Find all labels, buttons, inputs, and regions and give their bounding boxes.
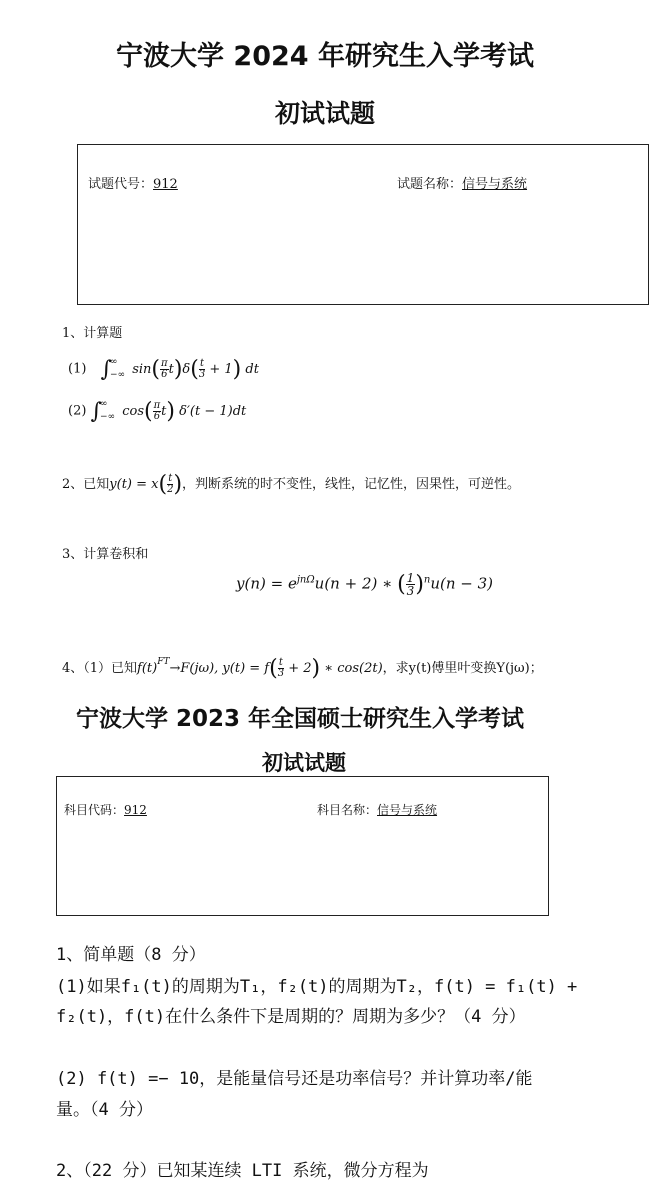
exam-2024-subtitle: 初试试题	[274, 99, 375, 128]
exam-2023-name	[317, 801, 437, 818]
exam-2023-info-box	[56, 776, 549, 916]
exam-2023-subtitle: 初试试题	[262, 751, 346, 775]
name-label: 试题名称：	[397, 177, 463, 192]
q4-text: ，求y(t)傅里叶变换Y(jω)；	[382, 661, 543, 676]
q1-1: (1) ∫ ∞ −∞ sin( $\frac{\pi}{6}$ t)δ( $\frac{t}{3}$ + 1) dt	[68, 356, 259, 382]
q1-1-fn: sin	[132, 361, 152, 377]
exam-2024-name	[397, 173, 527, 192]
q1-2-fn: cos	[122, 403, 144, 419]
q4: 4、（1）已知$f(t)^{FT}\to F(j\omega)$, y(t) = f( $\frac{t}{3}$ + 2) ∗ cos(2t)，求y(t)傅里叶变换Y(jω)；	[62, 656, 543, 681]
q2023-1-heading: 1、简单题（8 分）	[56, 945, 206, 965]
exam-2023-code	[64, 801, 147, 818]
exam-2024-info-box	[77, 144, 649, 305]
name-value: 信号与系统	[462, 177, 528, 192]
code-label: 试题代号：	[88, 177, 154, 192]
name-label: 科目名称：	[317, 803, 378, 817]
q1-2: (2) ∫ ∞ −∞ cos( $\frac{\pi}{6}$ t) δ′(t − 1)dt	[68, 398, 247, 424]
exam-2023-title: 宁波大学 2023 年全国硕士研究生入学考试	[76, 706, 525, 732]
q1-2-num: (2)	[68, 403, 87, 419]
q1-1-tail: dt	[245, 361, 259, 377]
code-value: 912	[124, 803, 147, 817]
name-value: 信号与系统	[377, 803, 438, 817]
q1-2-tail: δ′(t − 1)dt	[179, 403, 247, 419]
q3-formula: $y(n) = e^{jn\Omega}u(n + 2)$ ∗ ( $\frac{1}{3}$ )$^n$u(n − 3)	[236, 571, 494, 598]
q3-heading: 3、计算卷积和	[62, 547, 149, 562]
q2023-1-2-line2: 量。（4 分）	[56, 1100, 153, 1120]
q4-prefix: 4、（1）已知	[62, 661, 138, 676]
q2023-2-line: 2、（22 分）已知某连续 LTI 系统，微分方程为	[56, 1161, 429, 1181]
code-label: 科目代码：	[64, 803, 125, 817]
q2023-1-2-line1: (2) f(t) =− 10，是能量信号还是功率信号？并计算功率/能	[56, 1069, 533, 1089]
q2-prefix: 2、已知	[62, 477, 110, 492]
q1-heading: 1、计算题	[62, 326, 123, 341]
q2023-1-1-line2: f₂(t)，f(t)在什么条件下是周期的？周期为多少？（4 分）	[56, 1007, 526, 1027]
q2023-1-1-line1: (1)如果f₁(t)的周期为T₁，f₂(t)的周期为T₂，f(t) = f₁(t) +	[56, 977, 578, 997]
exam-2024-code	[88, 173, 178, 192]
q2-text: ，判断系统的时不变性，线性，记忆性，因果性，可逆性。	[182, 477, 521, 492]
code-value: 912	[153, 177, 178, 192]
q1-1-num: (1)	[68, 361, 87, 377]
exam-2024-title: 宁波大学 2024 年研究生入学考试	[116, 41, 534, 72]
q2: 2、已知y(t) = x( $\frac{t}{2}$ )，判断系统的时不变性，线性，记忆性，因果性，可逆性。	[62, 472, 521, 497]
